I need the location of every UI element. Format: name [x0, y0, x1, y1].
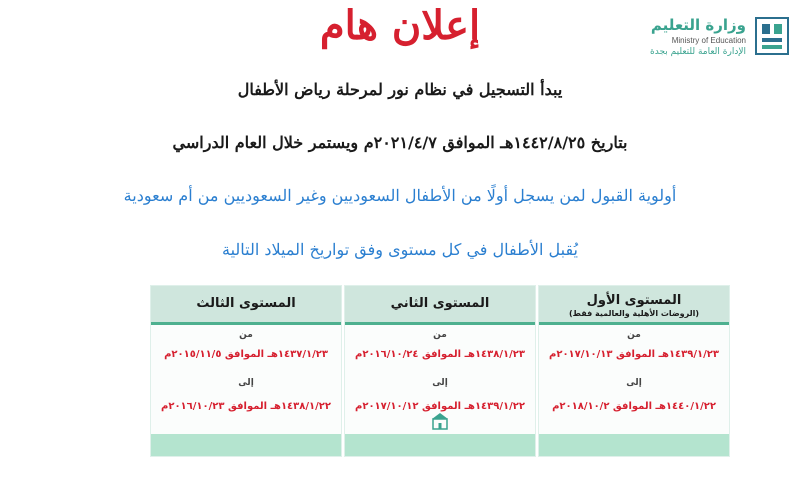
department-name: الإدارة العامة للتعليم بجدة — [650, 47, 746, 57]
level-card-2 — [344, 285, 536, 457]
from-label: من — [239, 330, 253, 340]
level-note: (الروضات الأهلية والعالمية فقط) — [568, 309, 700, 318]
level-name: المستوى الأول — [586, 293, 682, 308]
from-date: ١٤٣٨/١/٢٣هـ الموافق ٢٠١٦/١٠/٢٤م — [355, 349, 525, 360]
registration-start-line: يبدأ التسجيل في نظام نور لمرحلة رياض الأطفال — [237, 80, 563, 99]
registration-date-line: بتاريخ ١٤٤٢/٨/٢٥هـ الموافق ٢٠٢١/٤/٧م ويستمر خلال العام الدراسي — [172, 133, 628, 152]
from-date: ١٤٣٩/١/٢٣هـ الموافق ٢٠١٧/١٠/١٣م — [549, 349, 719, 360]
level-footer — [539, 434, 729, 456]
to-label: إلى — [626, 378, 642, 388]
to-label: إلى — [238, 378, 254, 388]
level-footer — [151, 434, 341, 456]
from-label: من — [627, 330, 641, 340]
to-date: ١٤٤٠/١/٢٢هـ الموافق ٢٠١٨/١٠/٢م — [552, 401, 716, 412]
announcement-title: إعلان هام — [319, 2, 481, 49]
level-footer — [345, 434, 535, 456]
to-label: إلى — [432, 378, 448, 388]
level-header — [151, 286, 341, 325]
to-date: ١٤٣٨/١/٢٢هـ الموافق ٢٠١٦/١٠/٢٣م — [161, 401, 331, 412]
ministry-name-ar: وزارة التعليم — [650, 16, 746, 34]
school-building-icon — [431, 412, 449, 430]
level-header — [345, 286, 535, 325]
level-header — [539, 286, 729, 325]
level-card-3 — [150, 285, 342, 457]
from-label: من — [433, 330, 447, 340]
levels-intro-line: يُقبل الأطفال في كل مستوى وفق تواريخ الميلاد التالية — [221, 240, 579, 259]
priority-line: أولوية القبول لمن يسجل أولًا من الأطفال السعوديين وغير السعوديين من أم سعودية — [123, 186, 677, 205]
to-date: ١٤٣٩/١/٢٢هـ الموافق ٢٠١٧/١٠/١٢م — [355, 401, 525, 412]
level-card-1 — [538, 285, 730, 457]
level-name: المستوى الثاني — [390, 296, 490, 311]
from-date: ١٤٣٧/١/٢٣هـ الموافق ٢٠١٥/١١/٥م — [164, 349, 328, 360]
ministry-name-en: Ministry of Education — [671, 36, 746, 45]
level-name: المستوى الثالث — [196, 296, 296, 311]
